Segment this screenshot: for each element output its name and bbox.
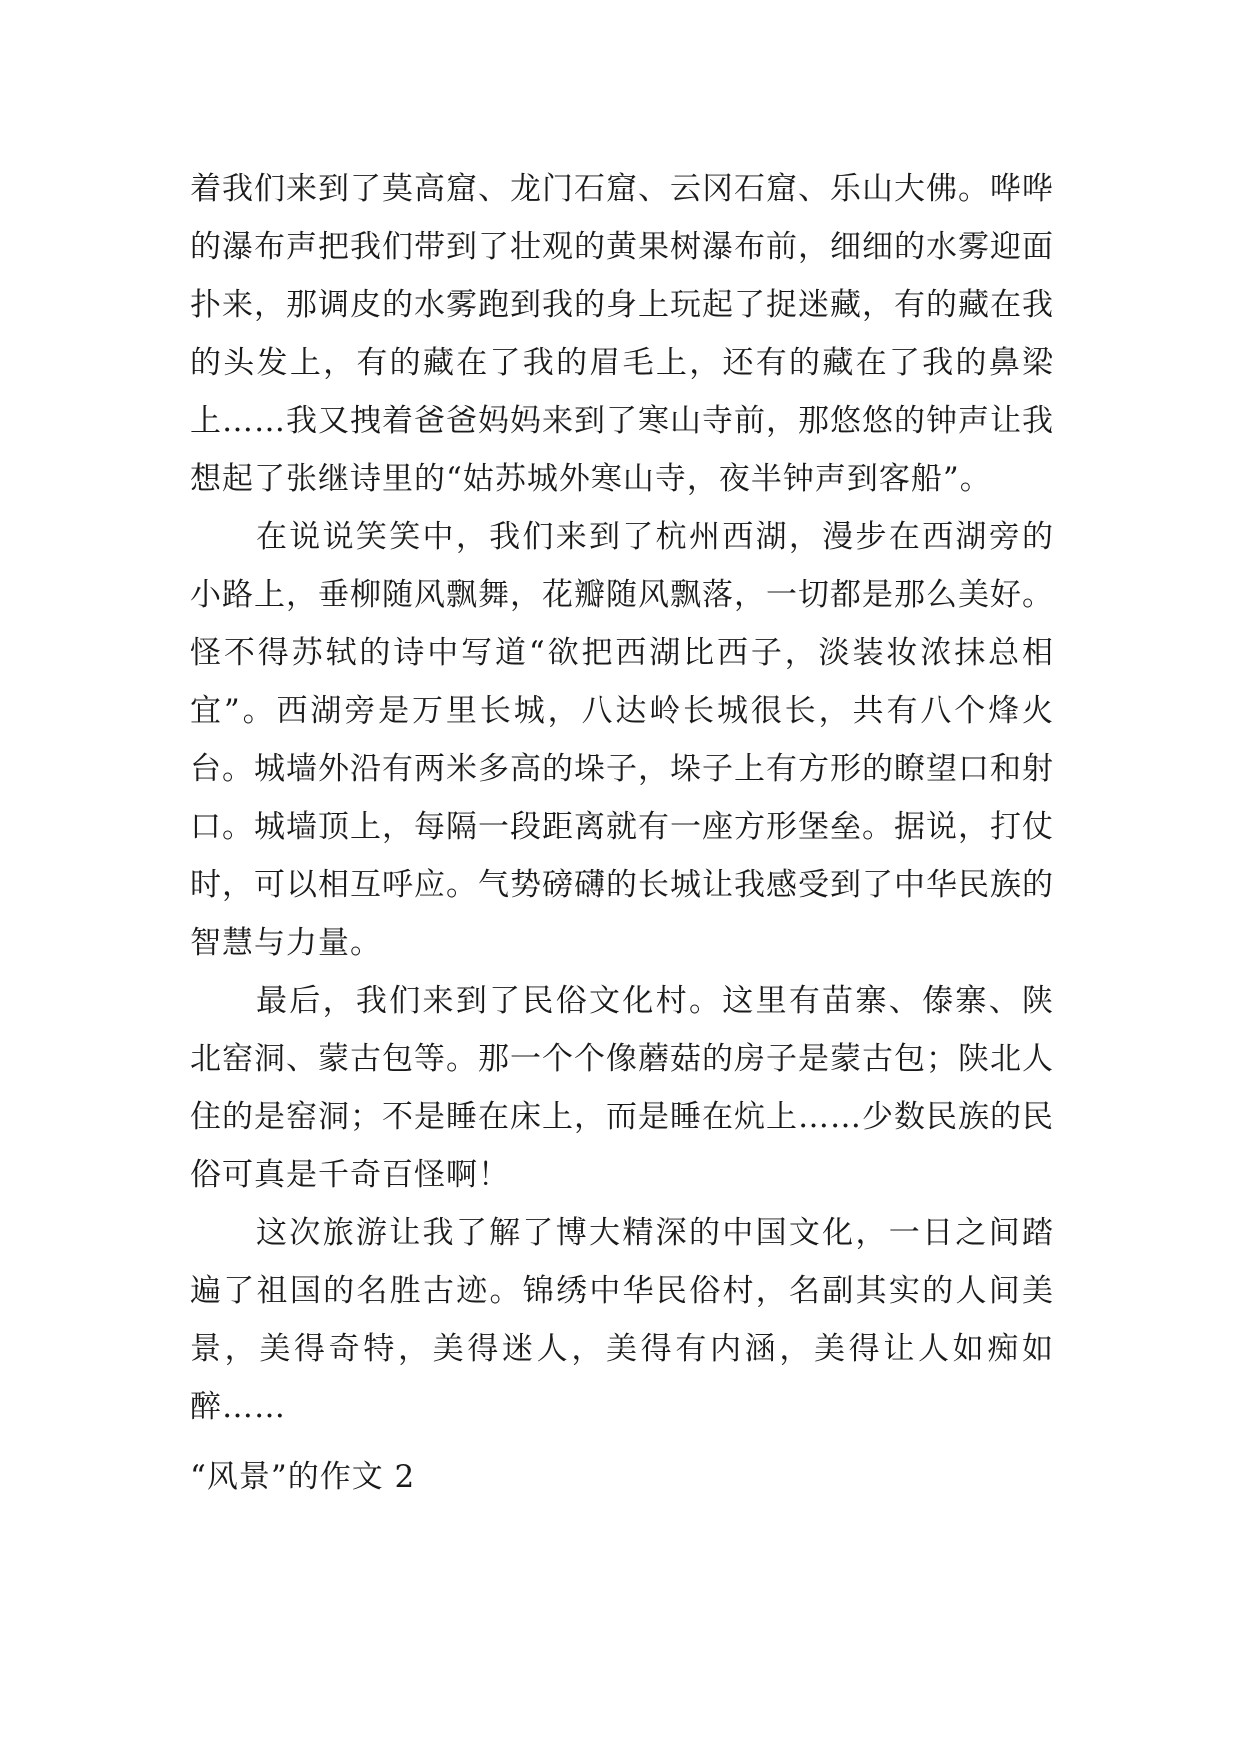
paragraph-folk-village: 最后，我们来到了民俗文化村。这里有苗寨、傣寨、陕北窑洞、蒙古包等。那一个个像蘑菇的房子是蒙古包；陕北人住的是窑洞；不是睡在床上，而是睡在炕上……少数民族的民俗可真是千奇百怪啊！ (190, 983, 1054, 1193)
paragraph-continuation: 着我们来到了莫高窟、龙门石窟、云冈石窟、乐山大佛。哗哗的瀑布声把我们带到了壮观的黄果树瀑布前，细细的水雾迎面扑来，那调皮的水雾跑到我的身上玩起了捉迷藏，有的藏在我的头发上，有的藏在了我的眉毛上，还有的藏在了我的鼻梁上……我又拽着爸爸妈妈来到了寒山寺前，那悠悠的钟声让我想起了张继诗里的“姑苏城外寒山寺，夜半钟声到客船”。 (190, 171, 1054, 497)
paragraph-west-lake: 在说说笑笑中，我们来到了杭州西湖，漫步在西湖旁的小路上，垂柳随风飘舞，花瓣随风飘落，一切都是那么美好。怪不得苏轼的诗中写道“欲把西湖比西子，淡装妆浓抹总相宜”。西湖旁是万里长城，八达岭长城很长，共有八个烽火台。城墙外沿有两米多高的垛子，垛子上有方形的瞭望口和射口。城墙顶上，每隔一段距离就有一座方形堡垒。据说，打仗时，可以相互呼应。气势磅礴的长城让我感受到了中华民族的智慧与力量。 (190, 519, 1054, 961)
paragraph-conclusion: 这次旅游让我了解了博大精深的中国文化，一日之间踏遍了祖国的名胜古迹。锦绣中华民俗村，名副其实的人间美景，美得奇特，美得迷人，美得有内涵，美得让人如痴如醉…… (190, 1215, 1054, 1425)
essay-heading: “风景”的作文 2 (190, 1459, 416, 1495)
document-body (190, 160, 1054, 1506)
